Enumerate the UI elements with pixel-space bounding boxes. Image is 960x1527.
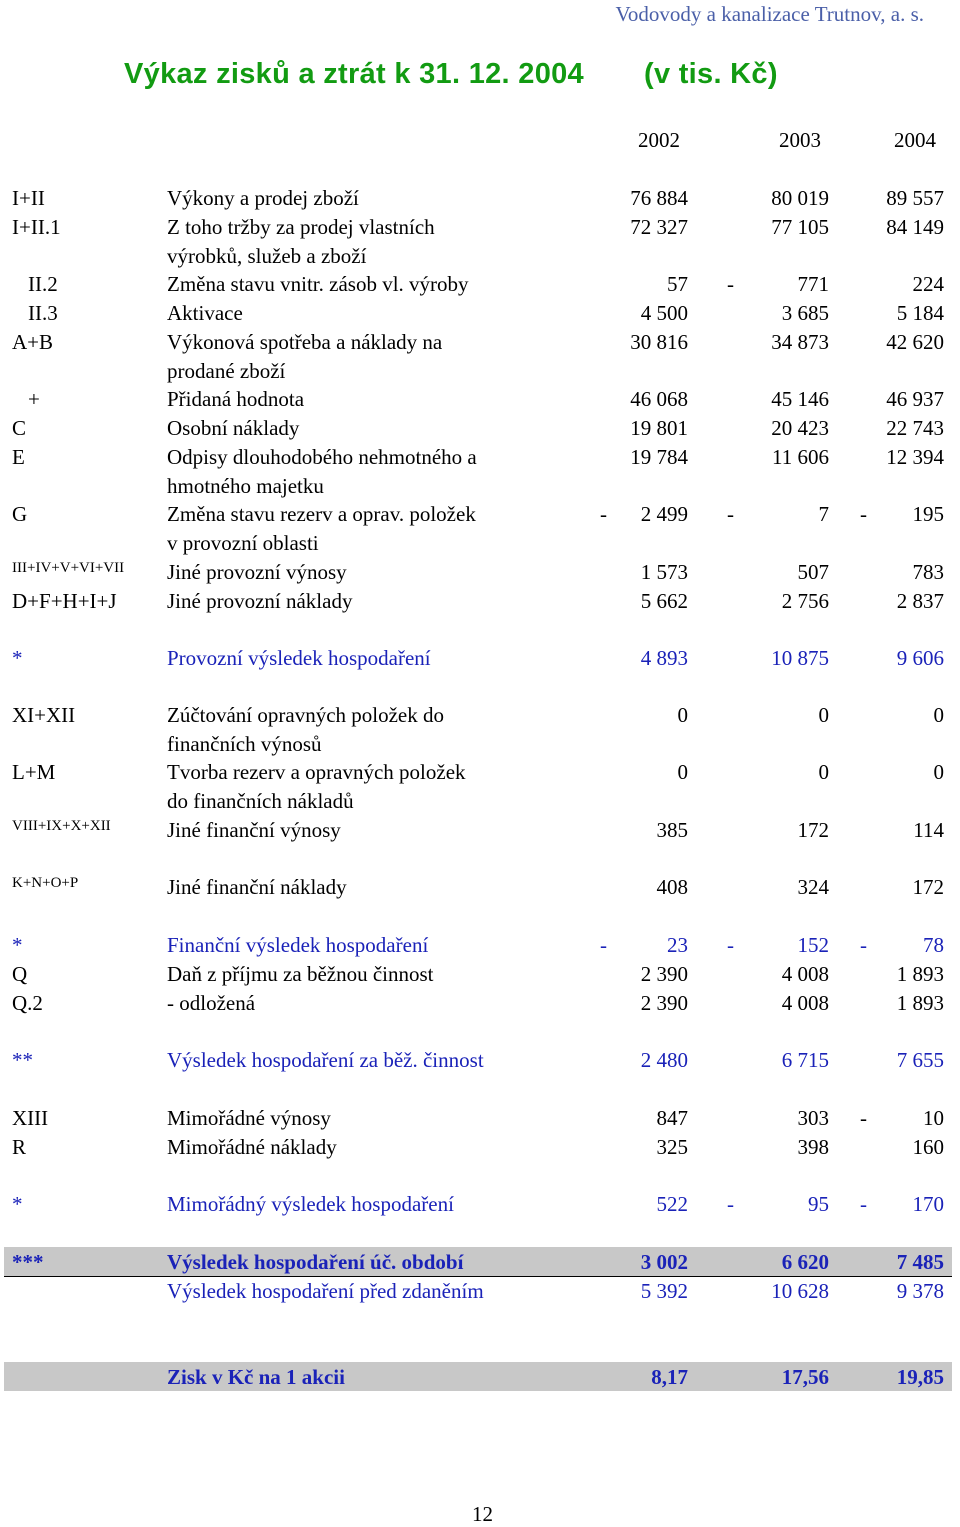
row-value-2004: 46 937 [886, 387, 944, 411]
row-value-2004: 170 [912, 1192, 944, 1216]
row-value-2003: 6 715 [781, 1048, 829, 1072]
row-sign: - [727, 272, 734, 296]
row-sign: - [727, 502, 734, 526]
row-label: Změna stavu rezerv a oprav. položek [167, 502, 476, 526]
row-value-2004: 7 485 [896, 1250, 944, 1274]
row-sign: - [600, 502, 607, 526]
row-label: Odpisy dlouhodobého nehmotného a [167, 445, 477, 469]
row-value-2002: 2 390 [640, 991, 688, 1015]
row-value-2002: 408 [656, 875, 688, 899]
row-value-2004: 12 394 [886, 445, 944, 469]
row-value-2003: 10 628 [771, 1279, 829, 1303]
row-value-2003: 80 019 [771, 186, 829, 210]
row-code: I+II.1 [12, 215, 61, 239]
row-value-2002: 0 [677, 703, 688, 727]
row-code: III+IV+V+VI+VII [12, 560, 125, 576]
row-value-2003: 17,56 [781, 1365, 829, 1389]
row-label: Jiné provozní výnosy [167, 560, 347, 584]
row-value-2004: 42 620 [886, 330, 944, 354]
row-label-continued: do finančních nákladů [167, 789, 354, 813]
row-value-2003: 172 [797, 818, 829, 842]
year-header-2003: 2003 [779, 128, 821, 152]
row-value-2002: 4 500 [640, 301, 688, 325]
row-label: Výkonová spotřeba a náklady na [167, 330, 443, 354]
row-label: Zisk v Kč na 1 akcii [167, 1365, 345, 1389]
row-code: XIII [12, 1106, 49, 1130]
row-value-2003: 95 [808, 1192, 829, 1216]
row-code: * [12, 646, 23, 670]
row-label: - odložená [167, 991, 256, 1015]
row-value-2003: 507 [797, 560, 829, 584]
row-sign: - [600, 933, 607, 957]
row-value-2003: 11 606 [772, 445, 829, 469]
row-label: Aktivace [167, 301, 243, 325]
row-code: I+II [12, 186, 45, 210]
row-label: Výkony a prodej zboží [167, 186, 359, 210]
year-header-2002: 2002 [638, 128, 680, 152]
row-value-2003: 0 [818, 760, 829, 784]
company-header: Vodovody a kanalizace Trutnov, a. s. [615, 2, 924, 26]
year-header-2004: 2004 [894, 128, 936, 152]
row-sign: - [727, 1192, 734, 1216]
row-value-2004: 22 743 [886, 416, 944, 440]
row-label: Provozní výsledek hospodaření [167, 646, 431, 670]
row-label-continued: výrobků, služeb a zboží [167, 244, 367, 268]
row-value-2003: 4 008 [781, 991, 829, 1015]
row-value-2003: 4 008 [781, 962, 829, 986]
row-value-2004: 10 [923, 1106, 944, 1130]
row-value-2002: 4 893 [640, 646, 688, 670]
row-value-2004: 84 149 [886, 215, 944, 239]
row-value-2002: 3 002 [640, 1250, 688, 1274]
row-value-2002: 5 662 [640, 589, 688, 613]
row-code: C [12, 416, 27, 440]
row-value-2004: 0 [933, 760, 944, 784]
row-value-2003: 20 423 [771, 416, 829, 440]
report-title [124, 58, 778, 91]
row-value-2004: 224 [912, 272, 944, 296]
row-label: Daň z příjmu za běžnou činnost [167, 962, 434, 986]
row-value-2002: 57 [667, 272, 688, 296]
row-value-2002: 5 392 [640, 1279, 688, 1303]
row-sign: - [727, 933, 734, 957]
row-label: Zúčtování opravných položek do [167, 703, 444, 727]
row-value-2003: 45 146 [771, 387, 829, 411]
row-label: Jiné finanční výnosy [167, 818, 341, 842]
row-value-2004: 9 378 [896, 1279, 944, 1303]
row-sign: - [860, 1106, 867, 1130]
row-value-2003: 2 756 [781, 589, 829, 613]
row-code: VIII+IX+X+XII [12, 818, 111, 834]
row-value-2002: 2 480 [640, 1048, 688, 1072]
row-code: + [28, 387, 40, 411]
row-value-2002: 847 [656, 1106, 688, 1130]
row-value-2004: 19,85 [896, 1365, 944, 1389]
row-value-2004: 195 [912, 502, 944, 526]
row-code: II.2 [28, 272, 58, 296]
row-label-continued: hmotného majetku [167, 474, 324, 498]
row-code: G [12, 502, 28, 526]
row-value-2004: 89 557 [886, 186, 944, 210]
row-value-2004: 7 655 [896, 1048, 944, 1072]
row-value-2004: 0 [933, 703, 944, 727]
row-value-2004: 78 [923, 933, 944, 957]
row-value-2002: 19 784 [630, 445, 688, 469]
row-label: Osobní náklady [167, 416, 300, 440]
row-code: Q.2 [12, 991, 43, 1015]
report-title-text: Výkaz zisků a ztrát k 31. 12. 2004 [124, 58, 584, 90]
row-code: D+F+H+I+J [12, 589, 117, 613]
row-value-2002: 46 068 [630, 387, 688, 411]
row-sign: - [860, 502, 867, 526]
row-value-2004: 172 [912, 875, 944, 899]
row-value-2003: 10 875 [771, 646, 829, 670]
row-label: Tvorba rezerv a opravných položek [167, 760, 466, 784]
row-value-2002: 72 327 [630, 215, 688, 239]
row-code: K+N+O+P [12, 875, 79, 891]
row-label: Změna stavu vnitr. zásob vl. výroby [167, 272, 469, 296]
row-sign: - [860, 933, 867, 957]
row-label: Jiné finanční náklady [167, 875, 347, 899]
row-value-2004: 114 [913, 818, 944, 842]
row-value-2003: 77 105 [771, 215, 829, 239]
row-value-2004: 783 [912, 560, 944, 584]
row-value-2003: 7 [818, 502, 829, 526]
row-code: Q [12, 962, 28, 986]
row-code: E [12, 445, 25, 469]
row-value-2003: 3 685 [781, 301, 829, 325]
report-unit: (v tis. Kč) [643, 58, 778, 90]
row-value-2004: 1 893 [896, 962, 944, 986]
row-code: L+M [12, 760, 56, 784]
row-code: A+B [12, 330, 54, 354]
row-value-2004: 160 [912, 1135, 944, 1159]
row-label-continued: v provozní oblasti [167, 531, 319, 555]
row-value-2002: 325 [656, 1135, 688, 1159]
row-label: Finanční výsledek hospodaření [167, 933, 429, 957]
row-label: Přidaná hodnota [167, 387, 305, 411]
row-value-2003: 398 [797, 1135, 829, 1159]
row-code: * [12, 1192, 23, 1216]
row-value-2004: 9 606 [896, 646, 944, 670]
row-value-2003: 34 873 [771, 330, 829, 354]
row-value-2002: 385 [656, 818, 688, 842]
row-code: * [12, 933, 23, 957]
row-value-2003: 324 [797, 875, 829, 899]
row-value-2004: 2 837 [896, 589, 944, 613]
row-label-continued: prodané zboží [167, 359, 286, 383]
row-label: Výsledek hospodaření úč. období [167, 1250, 464, 1274]
row-value-2003: 303 [797, 1106, 829, 1130]
row-label-continued: finančních výnosů [167, 732, 322, 756]
row-value-2003: 0 [818, 703, 829, 727]
row-value-2003: 152 [797, 933, 829, 957]
row-label: Mimořádné výnosy [167, 1106, 331, 1130]
row-value-2003: 6 620 [781, 1250, 829, 1274]
row-label: Výsledek hospodaření za běž. činnost [167, 1048, 484, 1072]
row-value-2004: 5 184 [896, 301, 944, 325]
row-value-2002: 76 884 [630, 186, 688, 210]
row-value-2002: 30 816 [630, 330, 688, 354]
row-code: ** [12, 1048, 33, 1072]
row-code: II.3 [28, 301, 58, 325]
row-value-2002: 1 573 [640, 560, 688, 584]
row-value-2004: 1 893 [896, 991, 944, 1015]
row-value-2002: 522 [656, 1192, 688, 1216]
row-value-2002: 2 499 [640, 502, 688, 526]
row-value-2003: 771 [797, 272, 829, 296]
row-value-2002: 0 [677, 760, 688, 784]
row-sign: - [860, 1192, 867, 1216]
row-code: XI+XII [12, 703, 76, 727]
row-value-2002: 19 801 [630, 416, 688, 440]
row-label: Mimořádné náklady [167, 1135, 337, 1159]
row-label: Jiné provozní náklady [167, 589, 353, 613]
row-label: Mimořádný výsledek hospodaření [167, 1192, 454, 1216]
row-value-2002: 2 390 [640, 962, 688, 986]
row-code: *** [12, 1250, 44, 1274]
row-label: Výsledek hospodaření před zdaněním [167, 1279, 484, 1303]
row-value-2002: 23 [667, 933, 688, 957]
row-label: Z toho tržby za prodej vlastních [167, 215, 435, 239]
row-code: R [12, 1135, 27, 1159]
row-value-2002: 8,17 [651, 1365, 688, 1389]
page-number: 12 [472, 1502, 493, 1526]
